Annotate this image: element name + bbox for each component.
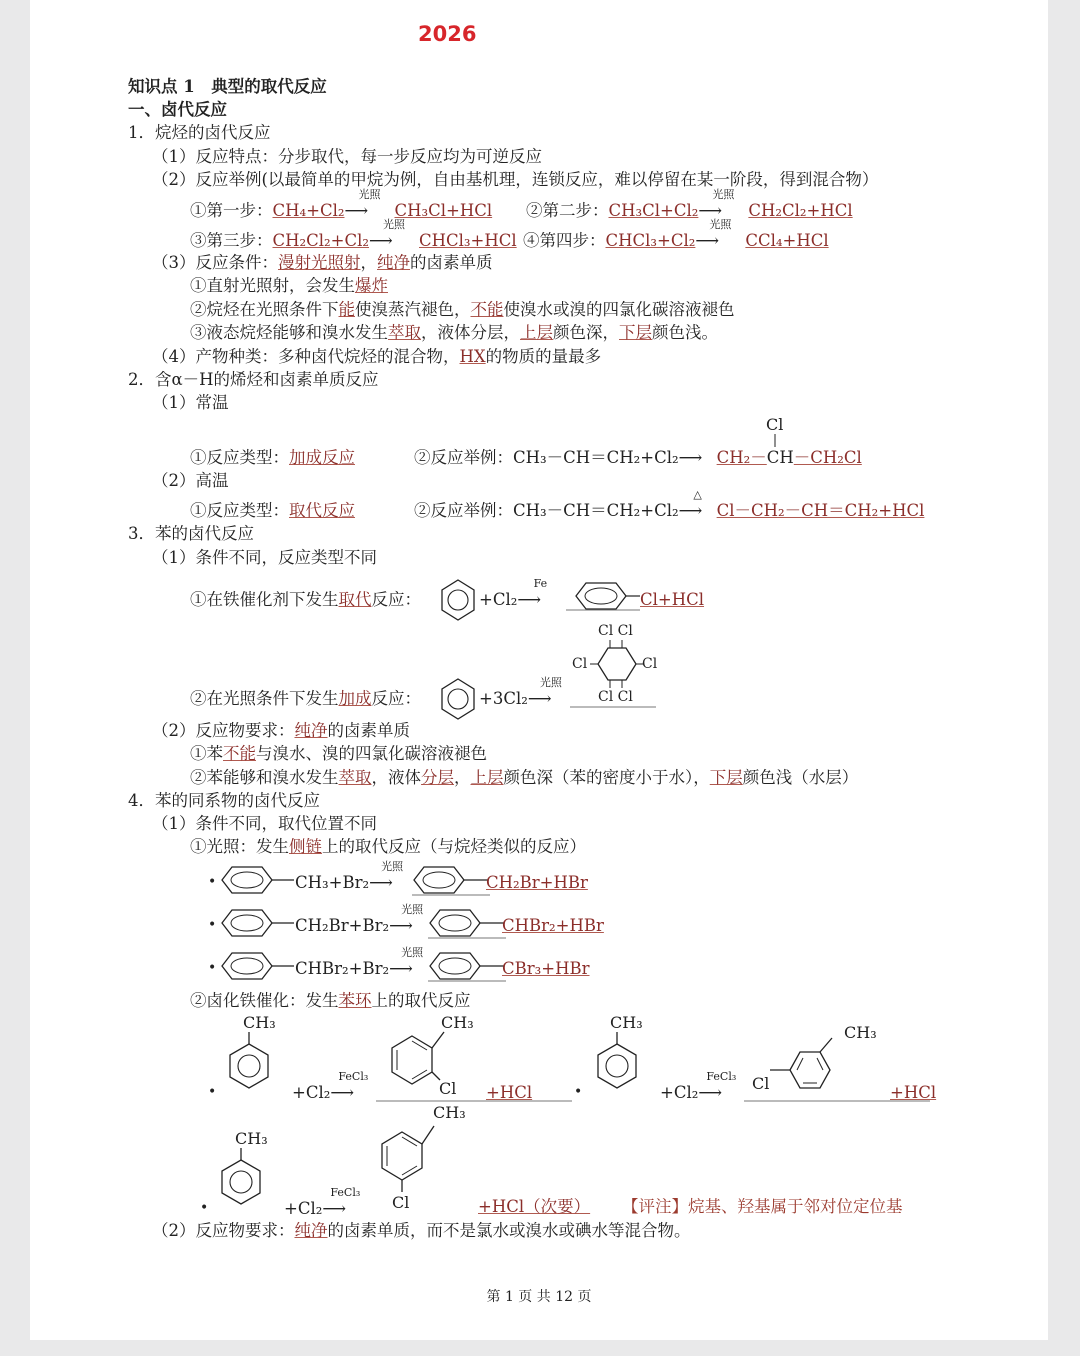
arrow-light: 光照 ⟶ — [389, 903, 424, 935]
ch3-label: CH₃ — [235, 1129, 268, 1148]
document-page — [30, 0, 1048, 1340]
alkene-high-temp: （2）高温 — [152, 471, 229, 490]
toluene-light-r1: CH₃+Br₂ 光照 ⟶ — [295, 872, 415, 894]
toluene-light-r3: CHBr₂+Br₂ 光照 ⟶ — [295, 958, 435, 980]
alkene-type-2: ①反应类型：取代反应 — [190, 501, 355, 520]
alkane-condition-1: ①直射光照射，会发生爆炸 — [190, 276, 388, 295]
arrow-heat: △ ⟶ — [678, 488, 703, 520]
section-title: 知识点 1 典型的取代反应 — [128, 77, 327, 96]
methane-step-4: ④第四步：CHCl₃+Cl₂ 光照 ⟶ CCl₄+HCl — [523, 218, 829, 250]
arrow-light: 光照 ⟶ — [389, 946, 424, 978]
hexachloro-left-cl: Cl — [572, 656, 588, 672]
cl-label: Cl — [439, 1079, 457, 1098]
bullet: • — [208, 874, 217, 890]
benzene-substitution-text: ①在铁催化剂下发生取代反应： — [190, 590, 421, 609]
plus-cl2: +Cl₂ Fe ⟶ — [479, 589, 563, 611]
p-chlorotoluene-icon — [770, 1036, 850, 1096]
alkane-condition-2: ②烷烃在光照条件下能使溴蒸汽褪色，不能使溴水或溴的四氯化碳溶液褪色 — [190, 300, 735, 319]
bullet: • — [208, 917, 217, 933]
benzene-ring-icon — [440, 578, 476, 622]
ch3-label: CH₃ — [433, 1103, 466, 1122]
bullet: • — [200, 1200, 209, 1216]
benzene-ring-icon — [428, 907, 506, 939]
note-comment: 【评注】烷基、羟基属于邻对位定位基 — [622, 1197, 903, 1216]
toluene-reactant-req: （2）反应物要求：纯净的卤素单质，而不是氯水或溴水或碘水等混合物。 — [152, 1221, 691, 1240]
benzene-ring-icon — [220, 907, 296, 939]
cl-bond-line — [30, 0, 31, 1]
hexachloro-bottom-cl: Cl Cl — [598, 689, 633, 705]
toluene-light-p1: CH₂Br+HBr — [486, 873, 588, 892]
alkene-example-2: ②反应举例：CH₃－CH＝CH₂+Cl₂ △ ⟶ Cl－CH₂－CH＝CH₂+HCl — [414, 488, 925, 520]
plus-cl2: +Cl₂ FeCl₃ ⟶ — [292, 1082, 376, 1104]
answer-underline — [744, 1100, 934, 1102]
toluene-light-p2: CHBr₂+HBr — [502, 916, 604, 935]
toluene-ring-icon — [594, 1032, 640, 1096]
benzene-addition-text: ②在光照条件下发生加成反应： — [190, 689, 421, 708]
arrow-light: 光照 ⟶ — [344, 188, 381, 220]
benzene-ring-icon — [412, 864, 490, 896]
benzene-ring-icon — [220, 864, 296, 896]
plus-cl2: +Cl₂ FeCl₃ ⟶ — [660, 1082, 744, 1104]
alkene-normal-temp: （1）常温 — [152, 393, 229, 412]
benzene-ring-icon — [220, 950, 296, 982]
benzene-ring-icon — [440, 677, 476, 721]
toluene-conditions: （1）条件不同，取代位置不同 — [152, 814, 377, 833]
arrow-light: 光照 ⟶ — [369, 860, 404, 892]
toluene-ring-icon — [226, 1032, 272, 1096]
alkene-example-1: ②反应举例：CH₃－CH＝CH₂+Cl₂⟶ CH₂－CH－CH₂Cl — [414, 448, 862, 467]
alkene-type-1: ①反应类型：加成反应 — [190, 448, 355, 467]
alkane-example: （2）反应举例(以最简单的甲烷为例，自由基机理，连锁反应，难以停留在某一阶段，得到混合物） — [152, 170, 879, 189]
hcl-product: +HCl — [890, 1083, 937, 1102]
alkane-feature: （1）反应特点：分步取代，每一步反应均为可逆反应 — [152, 147, 542, 166]
methane-step-2: ②第二步：CH₃Cl+Cl₂ 光照 ⟶ CH₂Cl₂+HCl — [526, 188, 853, 220]
arrow-light: 光照 ⟶ — [527, 676, 562, 708]
hcl-minor-product: +HCl（次要） — [478, 1197, 591, 1216]
ch3-label: CH₃ — [610, 1013, 643, 1032]
toluene-light: ①光照：发生侧链上的取代反应（与烷烃类似的反应） — [190, 837, 586, 856]
hexachloro-top-cl: Cl Cl — [598, 623, 633, 639]
methane-step-1: ①第一步：CH₄+Cl₂ 光照 ⟶ CH₃Cl+HCl — [190, 188, 493, 220]
toluene-fecl3: ②卤化铁催化：发生苯环上的取代反应 — [190, 991, 471, 1010]
answer-underline — [570, 706, 660, 708]
ch3-label: CH₃ — [441, 1013, 474, 1032]
hcl-product: +HCl — [486, 1083, 533, 1102]
plus-cl2: +Cl₂ FeCl₃ ⟶ — [284, 1198, 368, 1220]
alkane-condition: （3）反应条件：漫射光照射，纯净的卤素单质 — [152, 253, 493, 272]
arrow-fecl3: FeCl₃ ⟶ — [330, 1070, 369, 1102]
plus-3cl2: +3Cl₂ 光照 ⟶ — [479, 688, 574, 710]
alkene-product-cl: Cl — [766, 415, 784, 434]
benzene-note-2: ②苯能够和溴水发生萃取，液体分层，上层颜色深（苯的密度小于水），下层颜色浅（水层） — [190, 768, 859, 787]
alkane-condition-3: ③液态烷烃能够和溴水发生萃取，液体分层，上层颜色深，下层颜色浅。 — [190, 323, 718, 342]
bullet: • — [208, 1084, 217, 1100]
heading-toluene: 4．苯的同系物的卤代反应 — [128, 791, 320, 810]
alkane-products: （4）产物种类：多种卤代烷烃的混合物，HX的物质的量最多 — [152, 347, 602, 366]
page-footer: 第 1 页 共 12 页 — [486, 1289, 592, 1305]
toluene-light-r2: CH₂Br+Br₂ 光照 ⟶ — [295, 915, 435, 937]
toluene-ring-icon — [218, 1148, 264, 1212]
arrow-fe: Fe ⟶ — [517, 577, 548, 609]
benzene-note-1: ①苯不能与溴水、溴的四氯化碳溶液褪色 — [190, 744, 487, 763]
ch3-label: CH₃ — [844, 1023, 877, 1042]
heading-benzene: 3．苯的卤代反应 — [128, 524, 254, 543]
arrow: ⟶ — [678, 448, 703, 467]
answer-underline — [376, 1100, 576, 1102]
subsection-title: 一、卤代反应 — [128, 100, 227, 119]
bullet: • — [208, 960, 217, 976]
cl-label: Cl — [392, 1193, 410, 1212]
arrow-light: 光照 ⟶ — [695, 218, 732, 250]
heading-alkane: 1．烷烃的卤代反应 — [128, 123, 271, 142]
arrow-fecl3: FeCl₃ ⟶ — [322, 1186, 361, 1218]
methane-step-3: ③第三步：CH₂Cl₂+Cl₂ 光照 ⟶ CHCl₃+HCl — [190, 218, 517, 250]
benzene-reactant-req: （2）反应物要求：纯净的卤素单质 — [152, 721, 410, 740]
arrow-light: 光照 ⟶ — [369, 218, 405, 250]
hexachloro-right-cl: Cl — [642, 656, 658, 672]
benzene-ring-icon — [428, 950, 506, 982]
toluene-light-p3: CBr₃+HBr — [502, 959, 590, 978]
year-title: 2026 — [418, 22, 477, 46]
m-chlorotoluene-icon — [374, 1118, 446, 1198]
chlorobenzene-ring-icon — [566, 580, 640, 612]
bullet: • — [574, 1084, 583, 1100]
heading-alkene: 2．含α－H的烯烃和卤素单质反应 — [128, 370, 379, 389]
ch3-label: CH₃ — [243, 1013, 276, 1032]
benzene-conditions: （1）条件不同，反应类型不同 — [152, 548, 377, 567]
cl-label: Cl — [752, 1074, 770, 1093]
chlorobenzene-product: Cl+HCl — [640, 590, 705, 609]
arrow-light: 光照 ⟶ — [698, 188, 735, 220]
arrow-fecl3: FeCl₃ ⟶ — [698, 1070, 737, 1102]
hexachlorocyclohexane-icon — [586, 638, 656, 690]
